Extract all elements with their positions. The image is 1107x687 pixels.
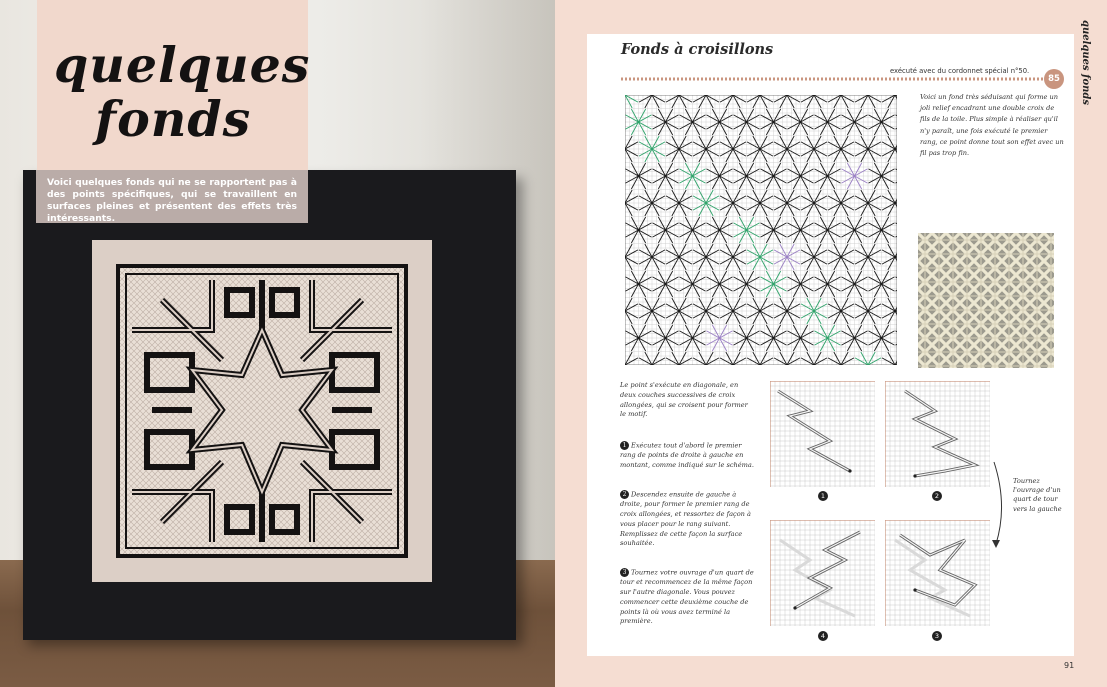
diagram-step-4 <box>770 520 875 626</box>
side-tab-label: quelques fonds <box>1080 20 1091 106</box>
diagram-label-1: 1 <box>818 491 828 501</box>
diagram-step-3 <box>885 520 990 626</box>
blackwork-embroidery <box>92 240 432 582</box>
step-2 <box>620 490 755 549</box>
method-intro: Le point s'exécute en diagonale, en deux couches successives de croix allongées, qui se croisent pour former le motif. <box>620 381 748 419</box>
thread-subtitle: exécuté avec du cordonnet spécial n°50. <box>890 67 1030 75</box>
stitch-sample-photo <box>918 233 1054 368</box>
diagram-label-2: 2 <box>932 491 942 501</box>
diagram-step-2 <box>885 381 990 487</box>
step-1-text: Exécutez tout d'abord le premier rang de points de droite à gauche en montant, comme indiqué sur le schéma. <box>620 441 754 470</box>
needle-point <box>913 474 916 477</box>
needle-point <box>793 606 796 609</box>
step-1 <box>620 441 755 471</box>
intro-text: Voici quelques fonds qui ne se rapportent pas à des points spécifiques, qui se travaillent en surfaces pleines et présentent des effets très intéressants. <box>47 177 297 224</box>
needle-point <box>848 469 851 472</box>
turn-note: Tournez l'ouvrage d'un quart de tour vers la gauche <box>1013 477 1062 513</box>
side-tab <box>1077 20 1091 106</box>
page-number: 91 <box>1064 661 1075 670</box>
page-title-line1: quelques <box>54 36 311 94</box>
turn-arrow-icon <box>990 460 1010 550</box>
diagram-label-4: 3 <box>932 631 942 641</box>
section-heading: Fonds à croisillons <box>621 41 774 58</box>
step-3-number: 3 <box>620 568 629 577</box>
step-3 <box>620 568 755 627</box>
diagram-label-3: 4 <box>818 631 828 641</box>
diagram-step-1 <box>770 381 875 487</box>
step-2-text: Descendez ensuite de gauche à droite, pour former le premier rang de croix allongées, et ressortez de façon à vous placer pour le rang suivant. Remplissez de cette façon la surface souhaitée. <box>620 490 751 548</box>
page-title-line2: fonds <box>95 90 252 148</box>
step-2-number: 2 <box>620 490 629 499</box>
stitch-number-badge: 85 <box>1044 69 1064 89</box>
stitch-chart <box>625 95 897 365</box>
dotted-rule <box>621 76 1061 82</box>
step-1-number: 1 <box>620 441 629 450</box>
stitch-description: Voici un fond très séduisant qui forme un joli relief encadrant une double croix de fils de la toile. Plus simple à réaliser qu'il n'y paraît, une fois exécuté le premier rang, ce point donne tout son effet avec un fil pas trop fin. <box>920 93 1064 158</box>
step-3-text: Tournez votre ouvrage d'un quart de tour et recommencez de la même façon sur l'autre diagonale. Vous pouvez commencer cette deuxième couche de points là où vous avez terminé la première. <box>620 568 754 626</box>
needle-point <box>913 588 916 591</box>
